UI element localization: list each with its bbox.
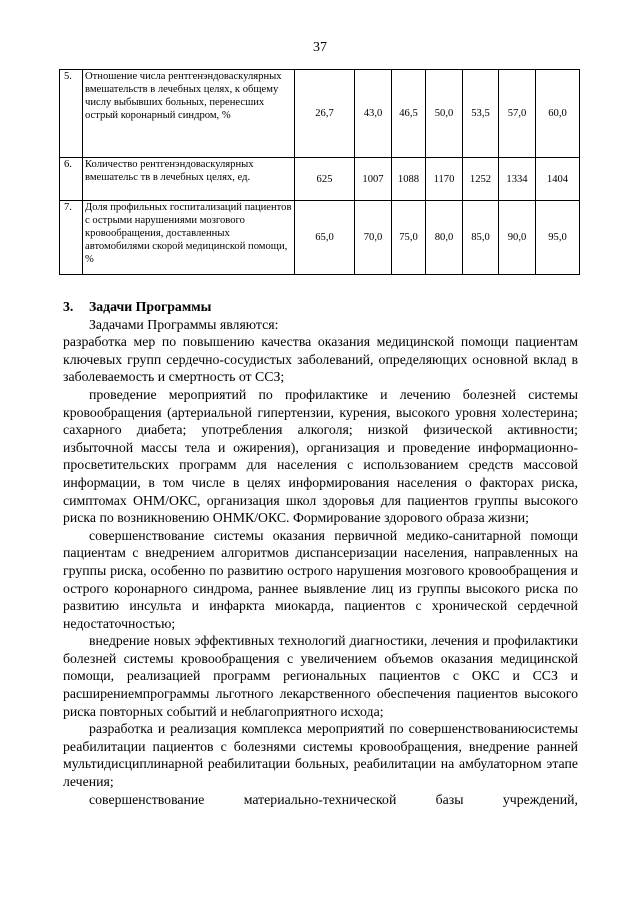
cell-value: 57,0 (499, 70, 536, 158)
cell-value: 43,0 (355, 70, 392, 158)
cell-value: 1088 (392, 158, 426, 201)
cell-value: 625 (295, 158, 355, 201)
section-number: 3. (63, 299, 74, 314)
cell-value: 1252 (463, 158, 499, 201)
cell-value: 65,0 (295, 201, 355, 275)
task-paragraph: совершенствование системы оказания первичной медико-санитарной помощи пациентам с внедрением алгоритмов диспансеризации населения, направленных на группы риска, особенно по развитию острого нарушения мозгового кровообращения и острого коронарного синдрома, раннее выявление лиц из группы высокого риска по развитию инсульта и инфаркта миокарда, пациентов с хронической сердечной недостаточностью; (63, 527, 578, 631)
table-row (60, 70, 580, 158)
cell-value: 1170 (426, 158, 463, 201)
cell-value: 26,7 (295, 70, 355, 158)
table-row (60, 201, 580, 275)
cell-value: 80,0 (426, 201, 463, 275)
task-paragraph: внедрение новых эффективных технологий диагностики, лечения и профилактики болезней системы кровообращения с увеличением объемов оказания медицинской помощи, реализацией программ региональных пациентов с ОКС и ССЗ и расширениемпрограммы льготного лекарственного обеспечения пациентов высокого риска повторных событий и неблагоприятного исхода; (63, 633, 578, 719)
cell-value: 1404 (536, 158, 580, 201)
section-heading (63, 298, 578, 316)
section-tasks (63, 298, 578, 808)
task-paragraph: разработка мер по повышению качества оказания медицинской помощи пациентам ключевых групп сердечно-сосудистых заболеваний, определяющих основной вклад в заболеваемость и смертность от ССЗ; (63, 334, 578, 385)
page-number: 37 (313, 40, 327, 55)
row-indicator-name: Количество рентгенэндоваскулярных вмешательс тв в лечебных целях, ед. (83, 158, 295, 201)
cell-value: 75,0 (392, 201, 426, 275)
cell-value: 46,5 (392, 70, 426, 158)
row-number: 7. (60, 201, 83, 275)
section-intro: Задачами Программы являются: (89, 316, 279, 332)
cell-value: 1334 (499, 158, 536, 201)
cell-value: 95,0 (536, 201, 580, 275)
row-number: 6. (60, 158, 83, 201)
indicator-table (59, 69, 580, 275)
row-number: 5. (60, 70, 83, 158)
row-indicator-name: Отношение числа рентгенэндоваскулярных вмешательств в лечебных целях, к общему числу выбывших больных, перенесших острый коронарный синдром, % (83, 70, 295, 158)
row-indicator-name: Доля профильных госпитализаций пациентов с острыми нарушениями мозгового кровообращения, доставленных автомобилями скорой медицинской помощи, % (83, 201, 295, 275)
cell-value: 1007 (355, 158, 392, 201)
cell-value: 60,0 (536, 70, 580, 158)
cell-value: 50,0 (426, 70, 463, 158)
task-paragraph: разработка и реализация комплекса мероприятий по совершенствованиюсистемы реабилитации пациентов с болезнями системы кровообращения, внедрение ранней мультидисциплинарной реабилитации больных, реабилитации на амбулаторном этапе лечения; (63, 721, 578, 790)
cell-value: 70,0 (355, 201, 392, 275)
cell-value: 85,0 (463, 201, 499, 275)
cell-value: 53,5 (463, 70, 499, 158)
task-paragraph: совершенствование материально-технической базы учреждений, (89, 791, 578, 807)
section-title: Задачи Программы (89, 299, 212, 314)
task-paragraph: проведение мероприятий по профилактике и лечению болезней системы кровообращения (артериальной гипертензии, курения, высокого уровня холестерина; сахарного диабета; употребления алкоголя; низкой физической активности; избыточной массы тела и ожирения), организация и проведение информационно-просветительских программ для населения с использованием средств массовой информации, в том числе в целях информирования населения о факторах риска, симптомах ОНМ/ОКС, организация школ здоровья для пациентов группы высокого риска по возникновению ОНМК/ОКС. Формирование здорового образа жизни; (63, 386, 578, 526)
table-row (60, 158, 580, 201)
cell-value: 90,0 (499, 201, 536, 275)
